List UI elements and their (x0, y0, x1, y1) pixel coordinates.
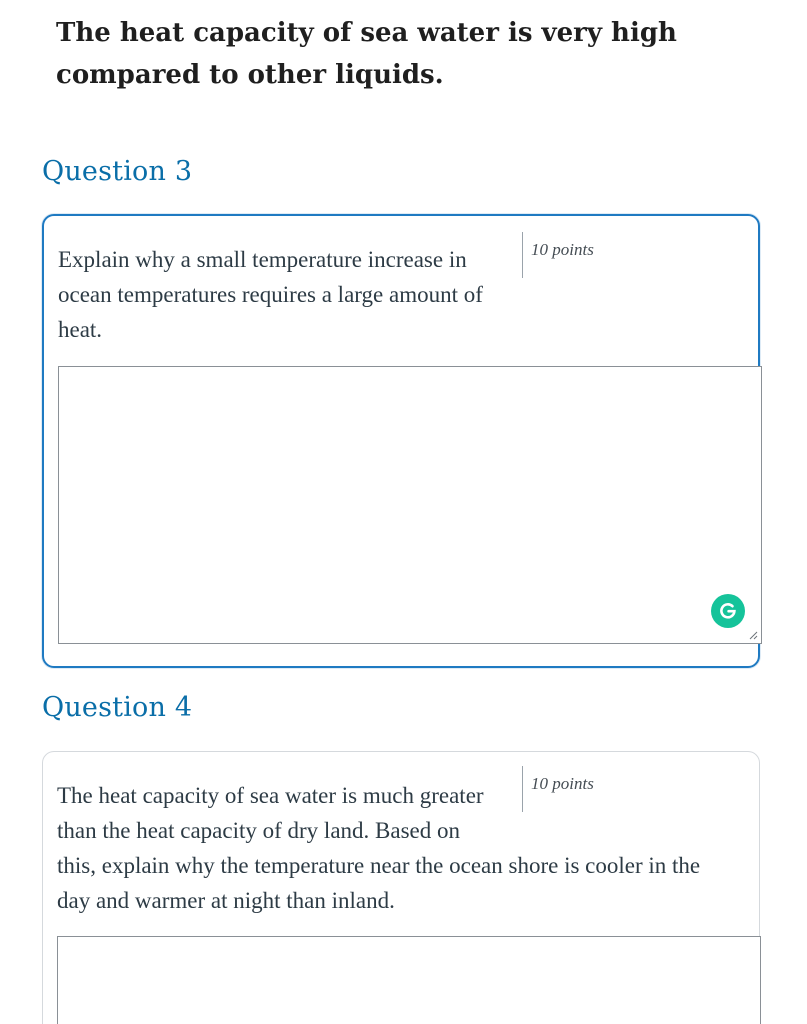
points-divider (522, 766, 523, 812)
question-3-points-area (522, 232, 594, 278)
resize-handle-icon[interactable] (748, 630, 758, 640)
question-4-heading: Question 4 (42, 692, 193, 723)
question-3-points: 10 points (531, 240, 594, 259)
question-4-answer-input[interactable] (57, 936, 761, 1024)
grammarly-icon[interactable] (711, 594, 745, 628)
question-4-points: 10 points (531, 774, 594, 793)
question-4-prompt-continued: this, explain why the temperature near the ocean shore is cooler in the day and warmer at night than inland. (57, 853, 701, 913)
question-3-prompt: Explain why a small temperature increase in ocean temperatures requires a large amount of heat. (58, 247, 483, 342)
question-4-card (42, 751, 760, 1024)
question-3-heading: Question 3 (42, 156, 193, 187)
question-4-prompt-start: The heat capacity of sea water is much greater than the heat capacity of dry land. Based on (57, 783, 484, 843)
statement-text: The heat capacity of sea water is very high compared to other liquids. (56, 18, 677, 90)
question-3-card (42, 214, 760, 668)
question-3-answer-input[interactable] (58, 366, 762, 644)
points-divider (522, 232, 523, 278)
question-4-points-area (522, 766, 594, 812)
